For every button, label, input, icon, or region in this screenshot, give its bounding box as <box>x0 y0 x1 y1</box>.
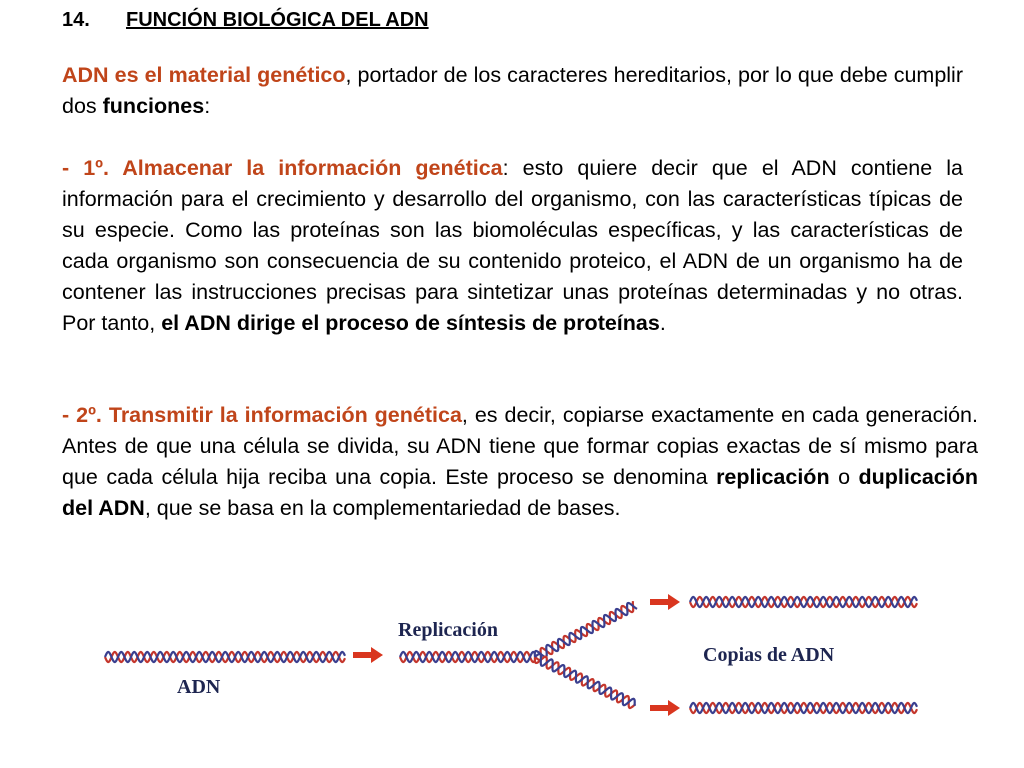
intro-paragraph <box>62 60 963 122</box>
intro-text-2: : <box>204 94 211 118</box>
section-title: FUNCIÓN BIOLÓGICA DEL ADN <box>126 9 429 31</box>
arrow-to-replication <box>353 647 383 663</box>
fork-upper-strand-2 <box>535 603 637 657</box>
intro-text-1: , portador de los caracteres hereditarios, por lo que debe cumplir dos <box>62 63 963 118</box>
copias-label: Copias de ADN <box>703 644 835 666</box>
function-1-end: . <box>659 311 666 335</box>
function-2-bold-duplicacion: duplicación del ADN <box>62 465 978 520</box>
function-1-paragraph <box>62 153 963 339</box>
section-number: 14. <box>62 9 90 31</box>
intro-lead: ADN es el material genético <box>62 63 346 87</box>
arrow-to-copy-2 <box>650 700 680 716</box>
fork-lower-strand-2 <box>535 654 635 706</box>
function-2-bold-replicacion: replicación <box>716 465 830 489</box>
function-1-text: : esto quiere decir que el ADN contiene la información para el crecimiento y desarrollo del organismo, con las características típicas de su especie. Como las proteínas son las biomoléculas específicas, y las características de cada organismo son consecuencia de su contenido proteico, el ADN de un organismo ha de contener las instrucciones precisas para sintetizar unas proteínas determinadas y no otras. Por tanto, <box>62 156 963 335</box>
intro-bold: funciones <box>102 94 205 118</box>
adn-label: ADN <box>177 676 221 698</box>
function-2-paragraph <box>62 400 978 524</box>
function-2-text: , es decir, copiarse exactamente en cada generación. Antes de que una célula se divida, su ADN tiene que formar copias exactas de sí mismo para que cada célula hija reciba una copia. Este proceso se denomina <box>62 403 978 489</box>
function-1-lead: - 1º. Almacenar la información genética <box>62 156 503 180</box>
replication-diagram <box>95 575 935 725</box>
function-2-conjunction: o <box>829 465 859 489</box>
function-2-end: , que se basa en la complementariedad de bases. <box>144 496 621 520</box>
fork-lower-strand-1 <box>535 657 636 708</box>
section-heading <box>62 9 429 32</box>
replicacion-label: Replicación <box>398 619 498 641</box>
function-1-bold: el ADN dirige el proceso de síntesis de proteínas <box>161 311 660 335</box>
function-2-lead: - 2º. Transmitir la información genética <box>62 403 462 427</box>
arrow-to-copy-1 <box>650 594 680 610</box>
